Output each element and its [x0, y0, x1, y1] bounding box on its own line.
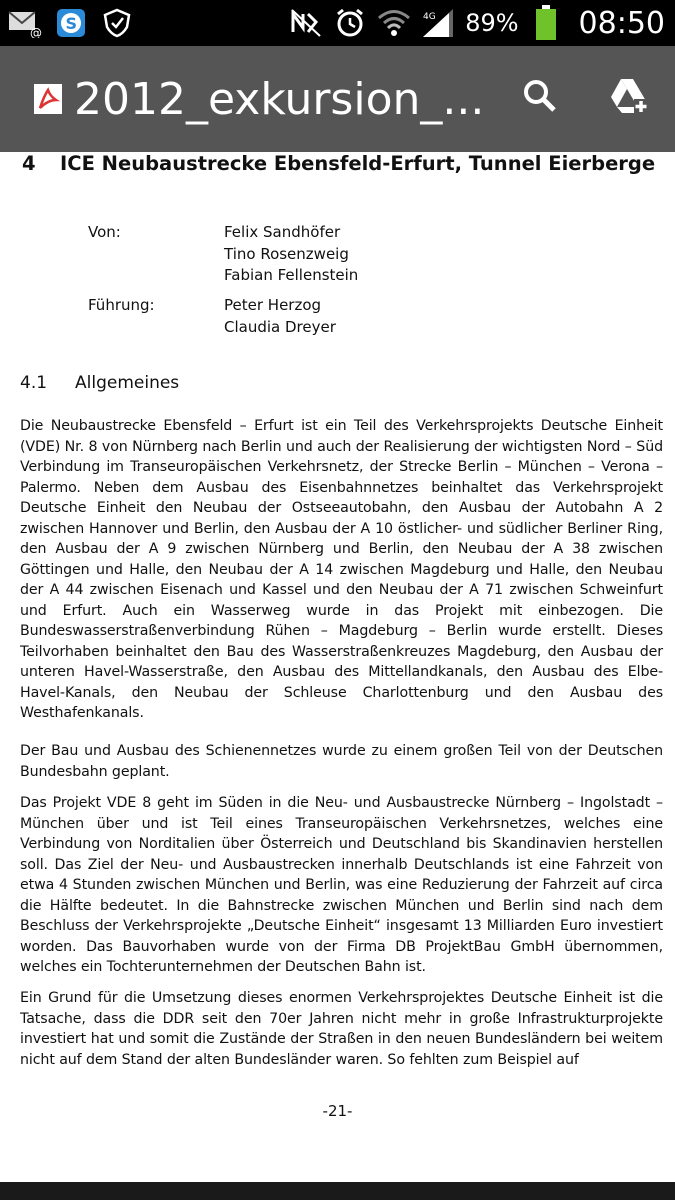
status-bar: [0, 0, 675, 46]
author-name: Felix Sandhöfer: [224, 223, 341, 241]
search-icon: [522, 78, 558, 118]
paragraph-3: [20, 793, 663, 978]
pdf-icon: [32, 82, 66, 116]
guide-list: [224, 295, 524, 338]
battery-percent: 89%: [465, 9, 519, 37]
app-bar: [0, 46, 675, 152]
search-button[interactable]: [516, 74, 564, 122]
paragraph-text: Die Neubaustrecke Ebensfeld – Erfurt ist ein Teil des Verkehrsprojekts Deutsche Einheit (VDE) Nr. 8 von Nürnberg nach Berlin und auch der Realisierung der wichtigsten Nord – Süd Verbindung im Transeuropäischen Verkehrsnetz, der Strecke Berlin – München – Verona – Palermo. Neben dem Ausbau des Eisenbahnnetzes beinhaltet das Verkehrsprojekt Deutsche Einheit den Neubau der Ostseeautobahn, den Ausbau der Autobahn A 2 zwischen Hannover und Berlin, den Ausbau der A 10 östlicher- und südlicher Berliner Ring, den Ausbau der A 9 zwischen Nürnberg und Berlin, den Neubau der A 38 zwischen Göttingen und Halle, den Neubau der A 14 zwischen Magdeburg und Halle, den Neubau der A 44 zwischen Eisenach und Kassel und den Neubau der A 71 zwischen Schweinfurt und Erfurt. Auch ein Wasserweg wurde in das Projekt mit einbezogen. Die Bundeswasserstraßenverbindung Rühen – Magdeburg – Berlin wurde erstellt. Dieses Teilvorhaben beinhaltet den Bau des Wasserstraßenkreuzes Magdeburg, den Ausbau der unteren Havel-Wasserstraße, den Ausbau des Mittellandkanals, den Ausbau des Elbe-Havel-Kanals, den Neubau der Schleuse Charlottenburg und den Ausbau des Westhafenkanals.: [20, 418, 663, 721]
skype-icon: [54, 6, 88, 40]
battery-icon: [529, 6, 563, 40]
chapter-title: ICE Neubaustrecke Ebensfeld-Erfurt, Tunnel Eierberge: [60, 152, 656, 175]
section-heading: [20, 372, 179, 394]
drive-add-icon: [608, 77, 650, 121]
author-name: Tino Rosenzweig: [224, 244, 349, 263]
alarm-icon: [333, 6, 367, 40]
guide-name: Peter Herzog: [224, 296, 322, 314]
author-name: Fabian Fellenstein: [224, 266, 359, 284]
fuehrung-label: Führung:: [88, 296, 155, 314]
chapter-heading: [22, 152, 655, 176]
pdf-page[interactable]: [0, 152, 675, 1182]
paragraph-text: Ein Grund für die Umsetzung dieses enormen Verkehrsprojektes Deutsche Einheit ist die Tatsache, dass die DDR seit den 70er Jahren nicht mehr in große Infrastrukturprojekte investiert hat und somit die Zustände der Straßen in den neuen Bundesländern bei weitem nicht auf dem Stand der alten Bundesländer waren. So fehlten zum Beispiel auf: [20, 990, 663, 1068]
notification-icons: [8, 6, 134, 40]
author-list: [224, 222, 524, 287]
wifi-icon: [377, 6, 411, 40]
shield-icon: [100, 6, 134, 40]
system-indicators: [289, 2, 665, 44]
paragraph-text: Der Bau und Ausbau des Schienennetzes wurde zu einem großen Teil von der Deutschen Bundesbahn geplant.: [20, 743, 663, 780]
clock: 08:50: [578, 5, 665, 41]
section-title: Allgemeines: [75, 373, 180, 393]
section-number: 4.1: [20, 373, 48, 393]
paragraph-2: [20, 741, 663, 782]
paragraph-1: [20, 416, 663, 724]
svg-text:S: S: [65, 14, 78, 33]
signal-icon: [421, 6, 455, 40]
document-title: 2012_exkursion_...: [74, 74, 485, 125]
chapter-number: 4: [22, 152, 36, 175]
svg-text:@: @: [30, 26, 42, 38]
add-to-drive-button[interactable]: [604, 74, 654, 124]
paragraph-text: Das Projekt VDE 8 geht im Süden in die Neu- und Ausbaustrecke Nürnberg – Ingolstadt – München über und ist Teil eines Transeuropäischen Verkehrsnetzes, welches eine Verbindung von Norditalien über Österreich und Deutschland bis Skandinavien herstellen soll. Das Ziel der Neu- und Ausbaustrecken innerhalb Deutschlands ist eine Fahrzeit von etwa 4 Stunden zwischen München und Berlin, was eine Reduzierung der Fahrzeit auf circa die Hälfte bedeutet. In die Bahnstrecke zwischen München und Berlin sind nach dem Beschluss der Verkehrsprojekte „Deutsche Einheit“ insgesamt 13 Milliarden Euro investiert worden. Das Bauvorhaben wurde von der Firma DB ProjektBau GmbH übernommen, welches ein Tochterunternehmen der Deutschen Bahn ist.: [20, 795, 663, 975]
von-label: Von:: [88, 223, 121, 241]
svg-text:4G: 4G: [423, 12, 436, 22]
page-number: -21-: [322, 1102, 353, 1120]
nfc-icon: [289, 6, 323, 40]
guide-name: Claudia Dreyer: [224, 317, 336, 336]
paragraph-4: [20, 988, 663, 1070]
email-icon: [8, 6, 42, 40]
navigation-bar: [0, 1182, 675, 1200]
